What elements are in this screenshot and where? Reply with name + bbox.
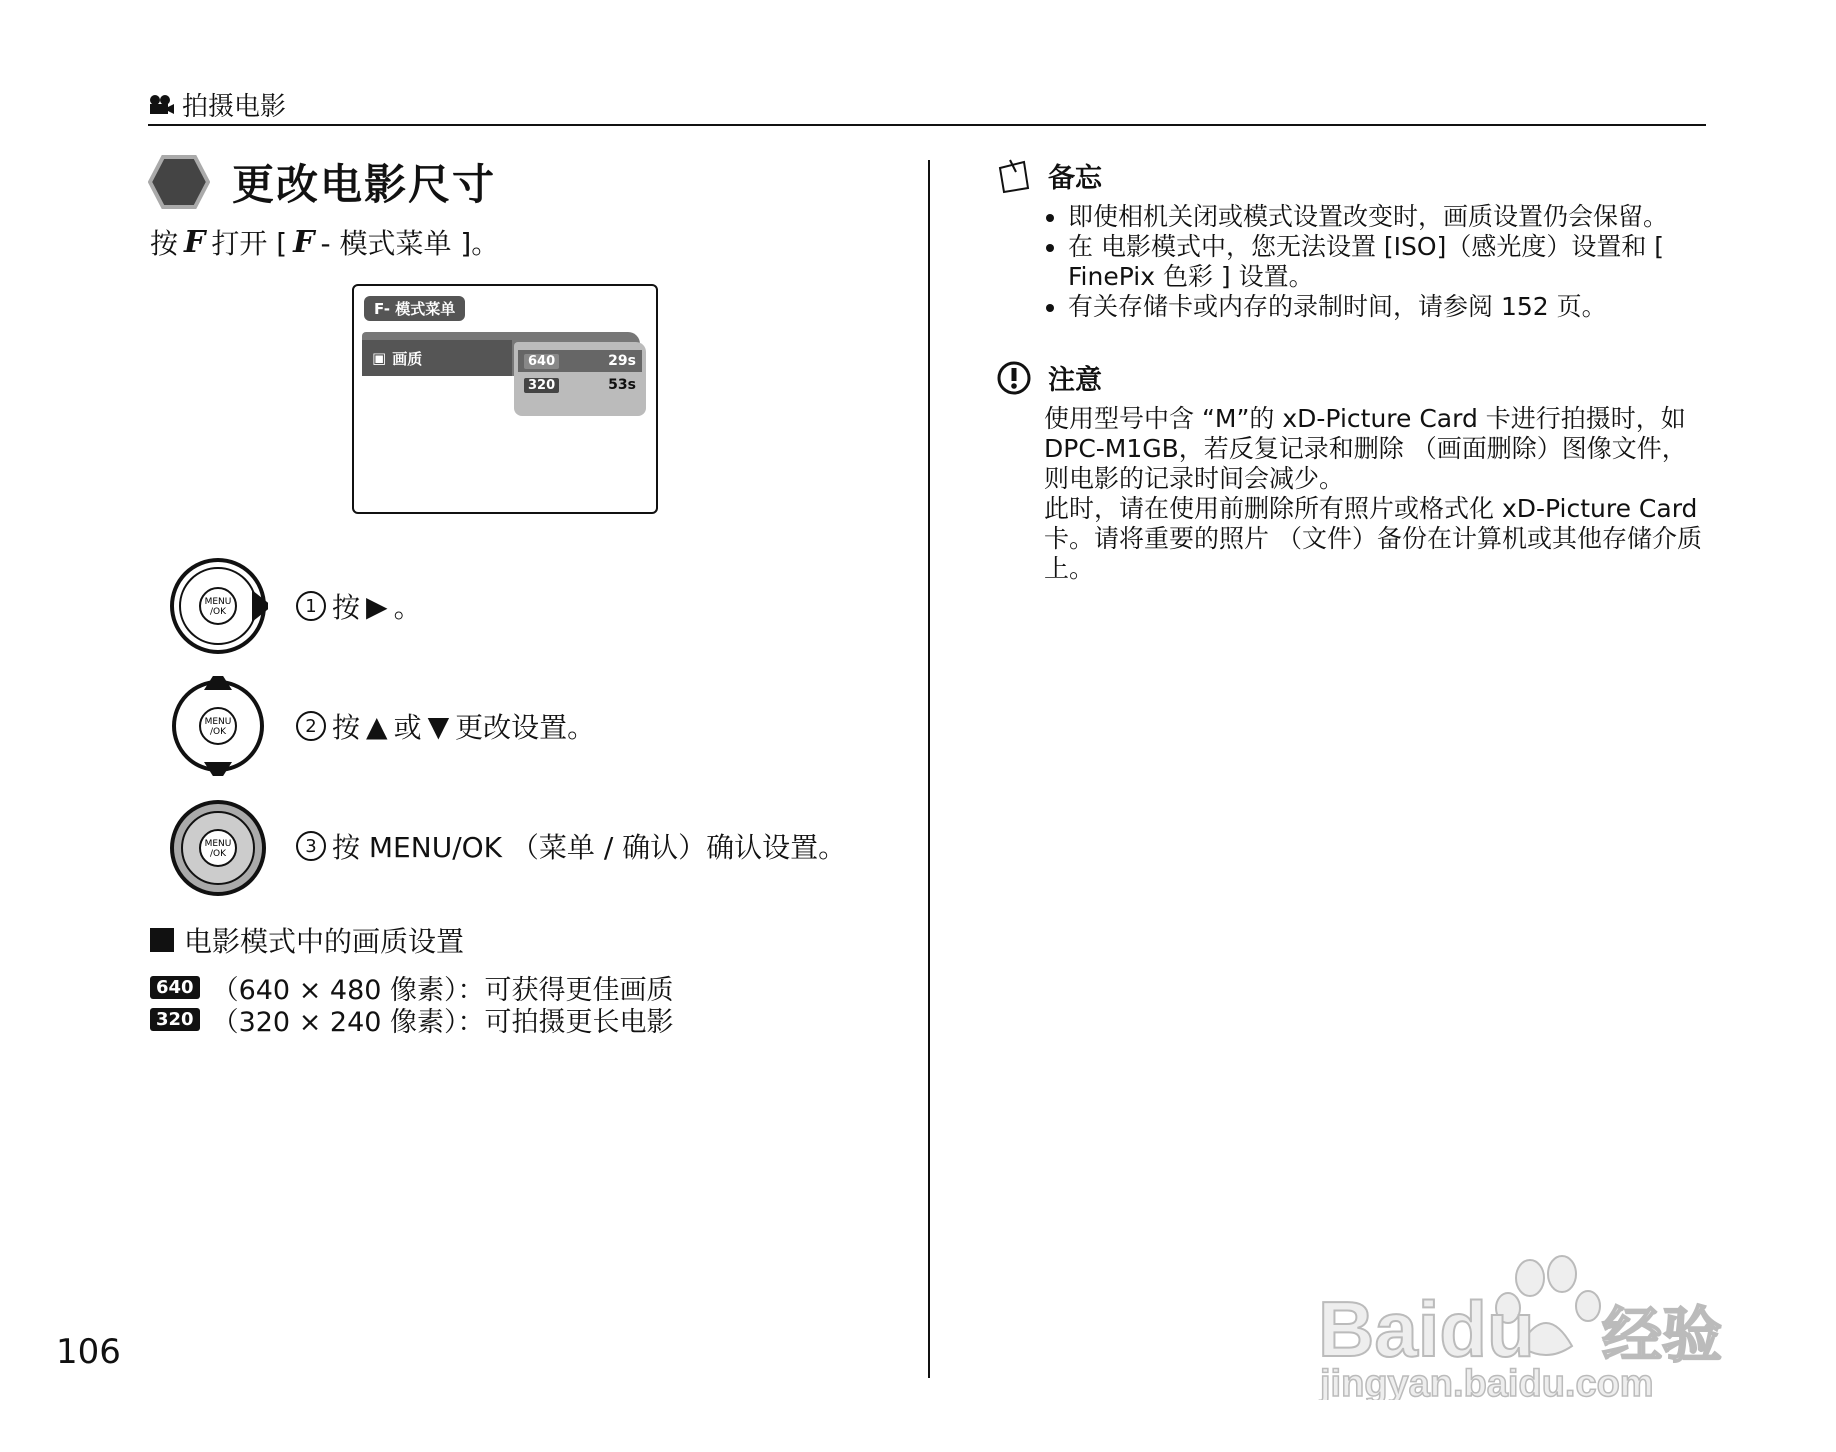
- lcd-screen: [352, 284, 658, 514]
- svg-text:MENU: MENU: [204, 717, 232, 727]
- caution-body: [1044, 404, 1706, 584]
- memo-heading-text: 备忘: [1048, 163, 1102, 194]
- memo-heading: [996, 156, 1102, 195]
- memo-bullet: • 在 电影模式中，您无法设置 [ISO]（感光度）设置和 [ FinePix 色彩 ] 设置。: [1068, 232, 1704, 292]
- column-divider: [928, 160, 930, 1378]
- dial-updown-icon: [168, 676, 268, 776]
- step-mid: 或: [393, 711, 422, 744]
- step-tail: 。: [393, 591, 422, 624]
- lcd-menu-tab: F- 模式菜单: [364, 296, 465, 321]
- step-tail: 更改设置。: [455, 711, 596, 744]
- step-text: 按: [332, 711, 361, 744]
- memo-bullet: • 即使相机关闭或模式设置改变时，画质设置仍会保留。: [1068, 202, 1704, 232]
- watermark-brand: Baidu: [1318, 1285, 1535, 1373]
- square-bullet-icon: [150, 928, 174, 952]
- intro-suffix: - 模式菜单 ]。: [320, 227, 500, 260]
- quality-icon: ▣: [372, 349, 387, 367]
- baidu-watermark: [1300, 1250, 1750, 1404]
- quality-text: （320 × 240 像素）：可拍摄更长电影: [211, 1007, 674, 1038]
- quality-text: （640 × 480 像素）：可获得更佳画质: [211, 975, 674, 1006]
- option-size: 320: [524, 378, 559, 393]
- step-number: 1: [296, 591, 326, 621]
- step-2: [296, 706, 595, 746]
- memo-bullet: • 有关存储卡或内存的录制时间，请参阅 152 页。: [1068, 292, 1704, 322]
- header-title: 拍摄电影: [182, 92, 287, 122]
- option-size: 640: [524, 354, 559, 369]
- caution-paragraph-1: 使用型号中含 “M”的 xD-Picture Card 卡进行拍摄时，如 DPC-M1GB，若反复记录和删除 （画面删除）图像文件，则电影的记录时间会减少。: [1044, 404, 1687, 493]
- section-title-block: [148, 152, 496, 212]
- option-time: 29s: [608, 353, 636, 369]
- movie-camera-icon: [148, 94, 174, 116]
- svg-text:MENU: MENU: [204, 597, 232, 607]
- baidu-paw-logo-icon: [1300, 1250, 1750, 1400]
- svg-text:/OK: /OK: [209, 607, 227, 617]
- watermark-url: jingyan.baidu.com: [1320, 1363, 1654, 1400]
- caution-heading: [996, 358, 1102, 397]
- lcd-menu-item: [362, 340, 512, 376]
- quality-heading-text: 电影模式中的画质设置: [184, 925, 465, 958]
- step-text: 按 MENU/OK （菜单 / 确认）确认设置。: [332, 831, 847, 864]
- dial-right-icon: [168, 556, 268, 656]
- dial-ok-icon: [168, 798, 268, 898]
- up-arrow-icon: ▲: [366, 709, 388, 743]
- memo-list: [1044, 202, 1704, 322]
- f-mode-icon: F: [293, 224, 315, 260]
- intro-line: [150, 222, 499, 262]
- down-arrow-icon: ▼: [427, 709, 450, 743]
- lcd-option-640[interactable]: [518, 350, 642, 372]
- quality-item-320: [150, 1000, 674, 1039]
- header-rule: [148, 124, 1706, 126]
- lcd-options-popup: [514, 342, 646, 416]
- watermark-cn: 经验: [1602, 1301, 1722, 1371]
- step-number: 2: [296, 711, 326, 741]
- memo-note-icon: [996, 158, 1032, 194]
- step-number: 3: [296, 831, 326, 861]
- quality-badge: 640: [150, 976, 200, 999]
- quality-badge: 320: [150, 1008, 200, 1031]
- f-button-icon: F: [184, 224, 206, 260]
- lcd-menu-item-label: 画质: [392, 349, 423, 368]
- lcd-option-320[interactable]: [518, 374, 642, 396]
- step-1: [296, 586, 422, 626]
- svg-text:MENU: MENU: [204, 839, 232, 849]
- running-header: [148, 86, 286, 123]
- caution-icon: [996, 360, 1032, 396]
- caution-paragraph-2: 此时，请在使用前删除所有照片或格式化 xD-Picture Card 卡。请将重要的照片 （文件）备份在计算机或其他存储介质上。: [1044, 494, 1702, 583]
- quality-heading: [150, 920, 464, 960]
- right-arrow-icon: ▶: [366, 589, 388, 623]
- page-number: 106: [56, 1332, 121, 1372]
- option-time: 53s: [608, 377, 636, 393]
- svg-text:/OK: /OK: [209, 727, 227, 737]
- step-text: 按: [332, 591, 361, 624]
- svg-text:/OK: /OK: [209, 849, 227, 859]
- intro-prefix: 按: [150, 227, 179, 260]
- caution-heading-text: 注意: [1048, 365, 1102, 396]
- hexagon-icon: [148, 155, 210, 209]
- intro-mid: 打开 [: [211, 227, 288, 260]
- page-title: 更改电影尺寸: [232, 160, 497, 209]
- step-3: [296, 826, 846, 866]
